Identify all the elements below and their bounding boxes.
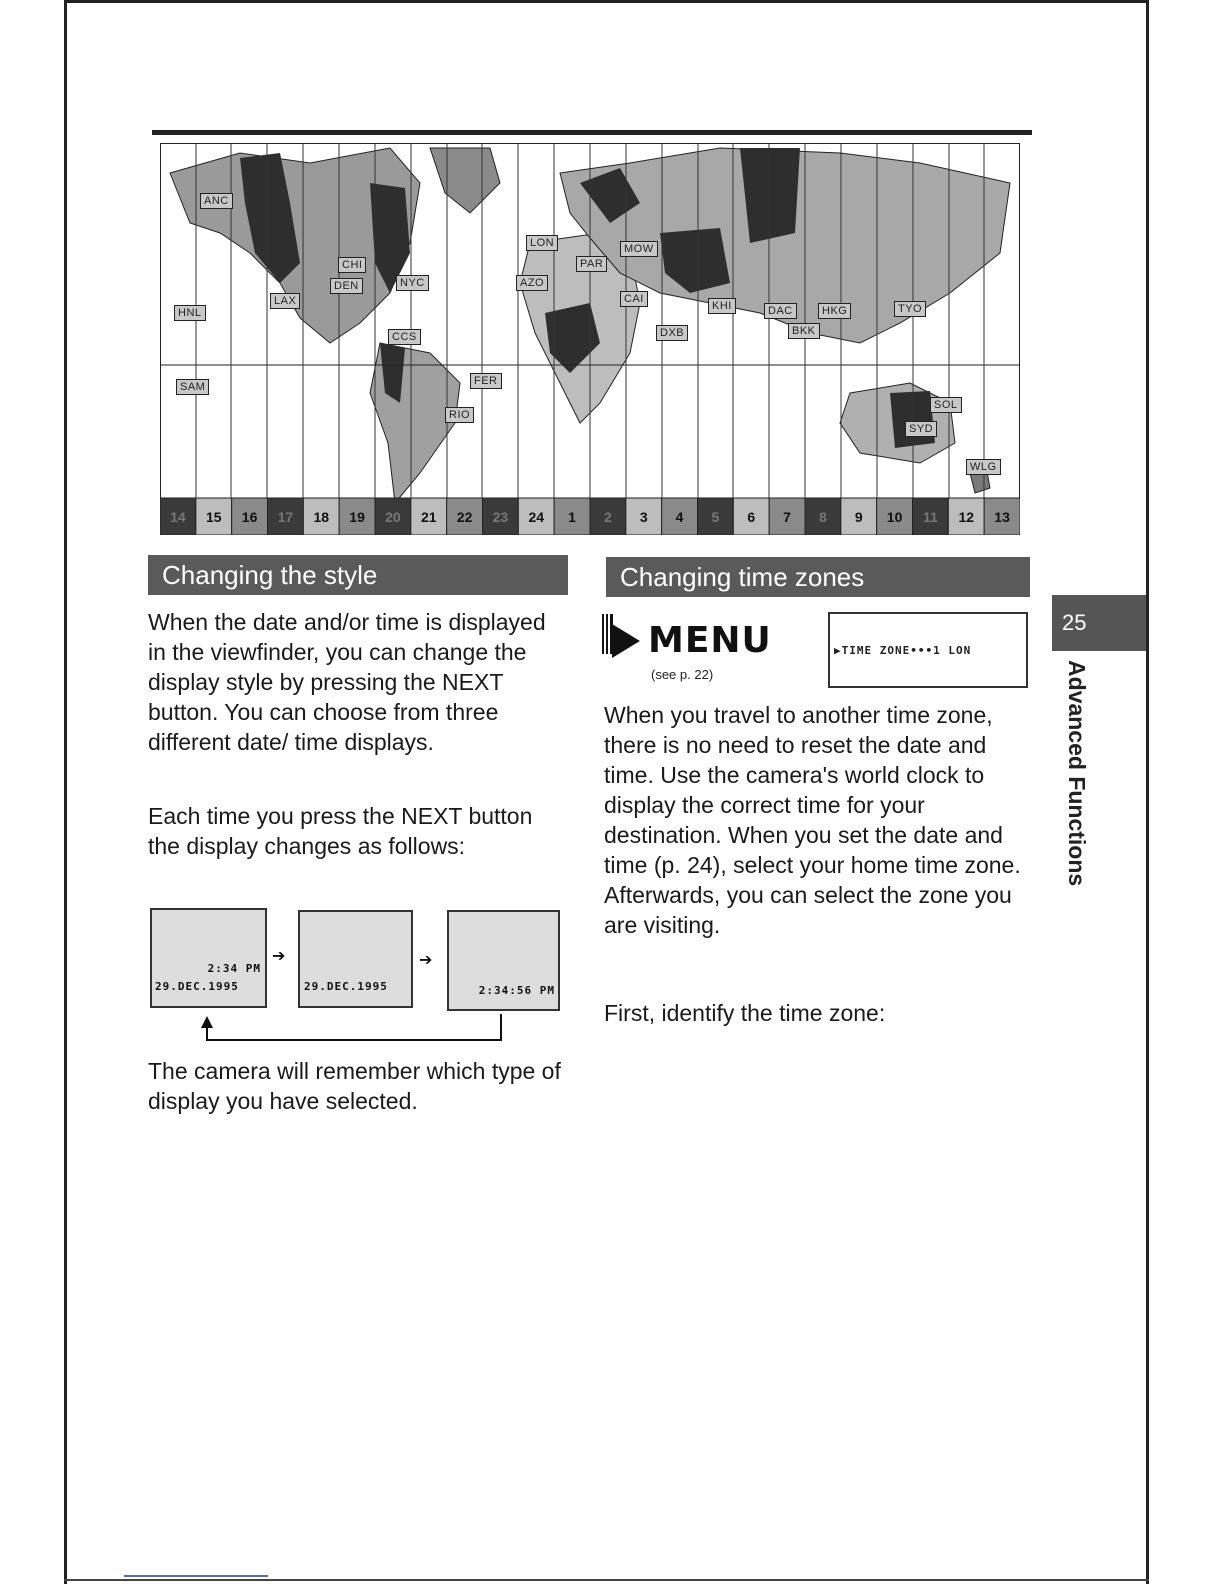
time-zone-number: 7 bbox=[783, 509, 791, 525]
time-zone-number: 11 bbox=[923, 509, 938, 525]
menu-button-label: MENU bbox=[648, 620, 772, 661]
city-label-nyc: NYC bbox=[396, 275, 429, 291]
time-zone-number: 4 bbox=[675, 509, 684, 525]
time-zone-number: 21 bbox=[420, 509, 437, 525]
time-zone-number-strip bbox=[160, 498, 1020, 535]
chapter-label: Advanced Functions bbox=[1064, 660, 1090, 887]
time-zone-number: 6 bbox=[747, 509, 756, 525]
display-3-time: 2:34:56 PM bbox=[478, 984, 555, 997]
city-label-sam: SAM bbox=[176, 379, 209, 395]
style-memory-paragraph: The camera will remember which type of display you have selected. bbox=[148, 1058, 561, 1114]
page-edge-mark bbox=[124, 1575, 268, 1577]
city-label-mow: MOW bbox=[620, 241, 658, 257]
city-label-den: DEN bbox=[330, 278, 363, 294]
time-zone-number: 14 bbox=[170, 509, 186, 525]
world-map-graphic bbox=[160, 143, 1020, 535]
arrow-right-icon: ➔ bbox=[419, 952, 433, 969]
city-label-par: PAR bbox=[576, 256, 607, 272]
city-label-cai: CAI bbox=[620, 291, 648, 307]
display-1-date: 29.DEC.1995 bbox=[155, 980, 239, 993]
time-zone-number: 9 bbox=[854, 509, 863, 525]
city-label-dxb: DXB bbox=[656, 325, 688, 341]
time-zone-number: 5 bbox=[711, 509, 720, 525]
cycle-back-arrow-icon bbox=[195, 1010, 515, 1044]
city-label-lon: LON bbox=[526, 235, 558, 251]
time-zone-number: 24 bbox=[528, 509, 545, 525]
time-zone-number: 1 bbox=[568, 509, 576, 525]
city-label-lax: LAX bbox=[270, 293, 300, 309]
play-arrow-icon bbox=[612, 624, 640, 658]
style-next-paragraph: Each time you press the NEXT button the display changes as follows: bbox=[148, 803, 533, 859]
time-zone-number: 15 bbox=[205, 509, 222, 525]
city-label-azo: AZO bbox=[516, 275, 548, 291]
city-label-bkk: BKK bbox=[788, 323, 820, 339]
time-zone-number: 16 bbox=[241, 509, 258, 525]
world-time-zone-map bbox=[160, 143, 1020, 535]
page-edge-right bbox=[1146, 0, 1149, 1584]
city-label-hnl: HNL bbox=[174, 305, 206, 321]
city-label-khi: KHI bbox=[708, 298, 736, 314]
time-zone-number: 13 bbox=[994, 509, 1010, 525]
page-edge-left bbox=[64, 0, 67, 1584]
display-style-time-only bbox=[447, 910, 560, 1011]
time-zone-number: 19 bbox=[349, 509, 365, 525]
display-1-time: 2:34 PM bbox=[207, 962, 261, 975]
city-label-rio: RIO bbox=[445, 407, 474, 423]
display-2-date: 29.DEC.1995 bbox=[304, 980, 388, 993]
city-label-fer: FER bbox=[470, 373, 502, 389]
section-heading-changing-style: Changing the style bbox=[148, 555, 568, 595]
time-zone-number: 20 bbox=[385, 509, 401, 525]
page-edge-bottom bbox=[64, 1579, 1149, 1581]
city-label-anc: ANC bbox=[200, 193, 233, 209]
time-zone-number: 3 bbox=[639, 509, 648, 525]
city-label-sol: SOL bbox=[930, 397, 962, 413]
city-label-syd: SYD bbox=[905, 421, 937, 437]
time-zone-number: 2 bbox=[604, 509, 612, 525]
time-zone-menu-text: ▶TIME ZONE•••1 LON bbox=[834, 644, 972, 657]
time-zone-menu-screen bbox=[828, 612, 1028, 688]
display-style-time-and-date bbox=[150, 908, 267, 1008]
time-zone-number: 10 bbox=[886, 509, 903, 525]
page-edge-top bbox=[64, 0, 1149, 3]
time-zone-number: 8 bbox=[819, 509, 827, 525]
arrow-right-icon: ➔ bbox=[272, 948, 286, 965]
city-label-wlg: WLG bbox=[966, 459, 1001, 475]
time-zone-number: 12 bbox=[958, 509, 975, 525]
top-rule bbox=[152, 130, 1032, 135]
time-zone-number: 23 bbox=[492, 509, 509, 525]
page-number-tab: 25 bbox=[1052, 595, 1146, 651]
time-zone-number: 17 bbox=[277, 509, 294, 525]
style-intro-paragraph: When the date and/or time is displayed in the viewfinder, you can change the display style by pressing the NEXT button. You can choose from three different date/ time displays. bbox=[148, 609, 546, 755]
time-zone-number: 22 bbox=[456, 509, 473, 525]
display-style-date-only bbox=[298, 910, 413, 1008]
city-label-dac: DAC bbox=[764, 303, 797, 319]
city-label-chi: CHI bbox=[338, 257, 366, 273]
time-zone-number: 18 bbox=[313, 509, 330, 525]
time-zones-intro-paragraph: When you travel to another time zone, there is no need to reset the date and time. Use the camera's world clock to display the correct time for your destination. When you set the date and time (p. 24), select your home time zone. Afterwards, you can select the zone you are visiting. bbox=[604, 702, 1021, 938]
section-heading-changing-time-zones: Changing time zones bbox=[606, 557, 1030, 597]
city-label-ccs: CCS bbox=[388, 329, 421, 345]
city-label-tyo: TYO bbox=[894, 301, 926, 317]
identify-time-zone-paragraph: First, identify the time zone: bbox=[604, 1000, 886, 1026]
menu-page-reference: (see p. 22) bbox=[651, 667, 714, 682]
city-label-hkg: HKG bbox=[818, 303, 851, 319]
